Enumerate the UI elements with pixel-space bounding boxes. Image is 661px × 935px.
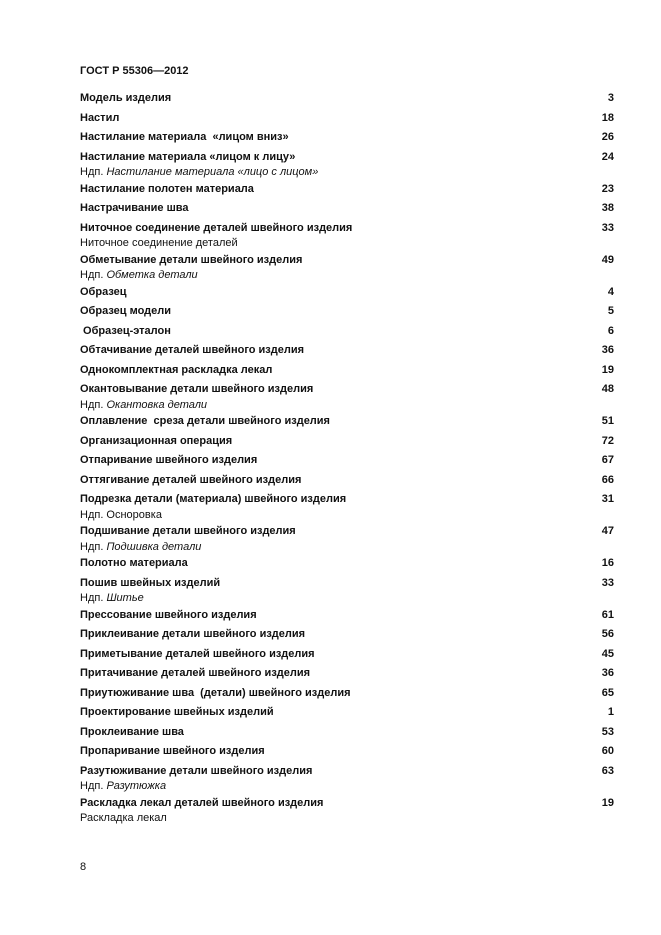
synonym-label: Ндп. (80, 398, 107, 411)
entry-term: Проклеивание шва (80, 725, 184, 738)
entry-term: Раскладка лекал деталей швейного изделия (80, 796, 324, 809)
entry-page-ref: 53 (601, 725, 614, 738)
index-entry (80, 492, 614, 524)
index-entry (80, 796, 614, 828)
entry-page-ref: 66 (601, 473, 614, 486)
synonym-label: Ндп. (80, 540, 107, 553)
entry-synonym (80, 508, 614, 525)
index-entry (80, 382, 614, 414)
index-list (80, 91, 614, 828)
entry-synonym (80, 268, 614, 285)
entry-page-ref: 36 (601, 344, 614, 356)
entry-synonym (80, 398, 614, 415)
entry-term: Приутюживание шва (детали) швейного изделия (80, 686, 351, 699)
entry-page-ref: 23 (601, 182, 614, 195)
entry-term: Оттягивание деталей швейного изделия (80, 473, 302, 486)
document-header: ГОСТ Р 55306—2012 (80, 65, 189, 77)
entry-page-ref: 63 (601, 764, 614, 777)
index-entry (80, 111, 614, 131)
index-entry (80, 453, 614, 473)
entry-page-ref: 24 (601, 150, 614, 163)
index-entry (80, 744, 614, 764)
index-entry (80, 725, 614, 745)
index-entry (80, 150, 614, 182)
entry-term: Оплавление среза детали швейного изделия (80, 415, 330, 427)
index-entry (80, 285, 614, 305)
synonym-label: Раскладка лекал (80, 812, 167, 824)
entry-page-ref: 36 (601, 667, 614, 679)
index-entry (80, 524, 614, 556)
synonym-term: Окантовка детали (106, 398, 208, 411)
entry-page-ref: 6 (607, 324, 614, 337)
index-entry (80, 627, 614, 647)
entry-term: Модель изделия (80, 92, 172, 104)
entry-term: Окантовывание детали швейного изделия (80, 383, 314, 395)
index-entry (80, 576, 614, 608)
entry-term: Настил (80, 111, 120, 124)
entry-term: Подрезка детали (материала) швейного изделия (80, 493, 347, 505)
entry-synonym (80, 779, 614, 796)
entry-page-ref: 45 (601, 647, 614, 660)
entry-term: Притачивание деталей швейного изделия (80, 667, 311, 679)
index-entry (80, 363, 614, 383)
entry-page-ref: 72 (601, 434, 614, 447)
entry-page-ref: 19 (601, 796, 614, 809)
entry-term: Отпаривание швейного изделия (80, 454, 258, 466)
entry-term: Однокомплектная раскладка лекал (80, 363, 273, 376)
entry-term: Обметывание детали швейного изделия (80, 253, 303, 266)
page-number: 8 (80, 861, 87, 873)
index-entry (80, 324, 614, 344)
index-entry (80, 201, 614, 221)
index-entry (80, 343, 614, 363)
synonym-label: Ндп. (80, 592, 107, 604)
index-entry (80, 221, 614, 253)
entry-term: Образец-эталон (80, 324, 171, 337)
synonym-term: Обметка детали (106, 269, 198, 281)
entry-page-ref: 49 (601, 253, 614, 266)
entry-page-ref: 33 (601, 576, 614, 589)
index-entry (80, 686, 614, 706)
entry-term: Образец (80, 285, 127, 298)
entry-term: Приметывание деталей швейного изделия (80, 647, 315, 660)
entry-term: Ниточное соединение деталей швейного изделия (80, 221, 353, 234)
index-entry (80, 130, 614, 150)
entry-term: Настрачивание шва (80, 202, 189, 214)
index-entry (80, 434, 614, 454)
synonym-label: Ниточное соединение деталей (80, 237, 238, 249)
index-entry (80, 608, 614, 628)
synonym-label: Ндп. Осноровка (80, 508, 162, 521)
entry-synonym (80, 540, 614, 557)
synonym-term: Настилание материала «лицо с лицом» (106, 166, 319, 178)
entry-term: Настилание материала «лицом вниз» (80, 131, 289, 143)
entry-page-ref: 61 (601, 608, 614, 621)
entry-page-ref: 19 (601, 363, 614, 376)
entry-page-ref: 60 (601, 745, 614, 757)
synonym-term: Шитье (106, 592, 144, 604)
index-entry (80, 764, 614, 796)
entry-term: Пошив швейных изделий (80, 576, 221, 589)
synonym-term: Подшивка детали (106, 540, 202, 553)
entry-page-ref: 1 (607, 706, 614, 718)
entry-term: Полотно материала (80, 557, 188, 569)
synonym-label: Ндп. (80, 166, 107, 178)
entry-term: Прессование швейного изделия (80, 608, 257, 621)
index-entry (80, 666, 614, 686)
synonym-label: Ндп. (80, 780, 107, 792)
entry-term: Организационная операция (80, 434, 233, 447)
index-entry (80, 182, 614, 202)
entry-page-ref: 18 (601, 111, 614, 124)
entry-synonym (80, 811, 614, 828)
entry-page-ref: 3 (607, 92, 614, 104)
entry-page-ref: 48 (601, 383, 614, 395)
index-entry (80, 253, 614, 285)
entry-term: Образец модели (80, 305, 171, 317)
index-entry (80, 91, 614, 111)
entry-page-ref: 38 (601, 202, 614, 214)
entry-page-ref: 67 (601, 454, 614, 466)
entry-page-ref: 5 (607, 305, 614, 317)
entry-page-ref: 26 (601, 131, 614, 143)
index-entry (80, 705, 614, 725)
entry-synonym (80, 236, 614, 253)
entry-page-ref: 47 (601, 525, 614, 537)
entry-term: Приклеивание детали швейного изделия (80, 628, 306, 640)
index-entry (80, 647, 614, 667)
entry-term: Проектирование швейных изделий (80, 706, 274, 718)
entry-term: Подшивание детали швейного изделия (80, 525, 296, 537)
entry-page-ref: 33 (601, 221, 614, 234)
entry-term: Настилание материала «лицом к лицу» (80, 150, 296, 163)
entry-synonym (80, 591, 614, 608)
entry-page-ref: 56 (601, 628, 614, 640)
synonym-label: Ндп. (80, 269, 107, 281)
entry-term: Обтачивание деталей швейного изделия (80, 344, 305, 356)
entry-page-ref: 4 (607, 285, 614, 298)
index-entry (80, 304, 614, 324)
entry-term: Настилание полотен материала (80, 182, 254, 195)
index-entry (80, 414, 614, 434)
entry-term: Пропаривание швейного изделия (80, 745, 265, 757)
entry-page-ref: 31 (601, 493, 614, 505)
index-entry (80, 556, 614, 576)
entry-page-ref: 16 (601, 557, 614, 569)
entry-term: Разутюживание детали швейного изделия (80, 764, 313, 777)
entry-page-ref: 65 (601, 686, 614, 699)
entry-synonym (80, 165, 614, 182)
entry-page-ref: 51 (601, 415, 614, 427)
index-entry (80, 473, 614, 493)
synonym-term: Разутюжка (106, 780, 167, 792)
